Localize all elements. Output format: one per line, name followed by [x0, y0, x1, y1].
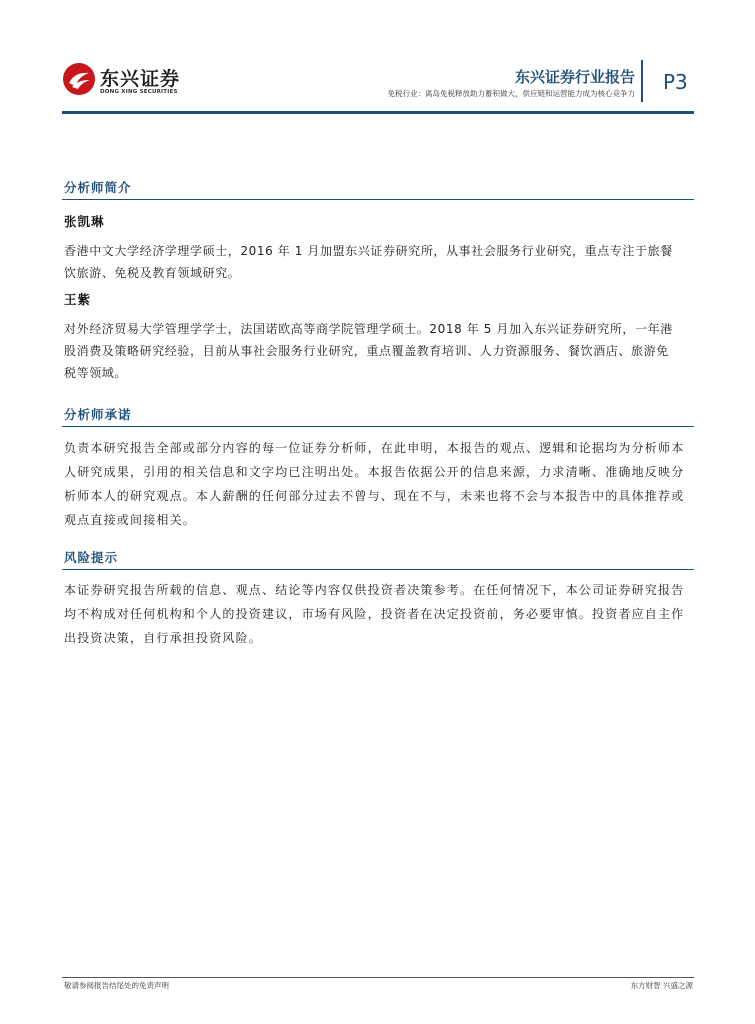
logo-chinese-name: 东兴证券	[100, 68, 181, 90]
analyst-bio: 香港中文大学经济学理学硕士，2016 年 1 月加盟东兴证券研究所，从事社会服务行业研究，重点专注于旅餐饮旅游、免税及教育领域研究。	[64, 244, 673, 280]
header-divider	[641, 60, 643, 102]
analyst-name: 王紫	[64, 292, 92, 307]
section-rule	[62, 199, 694, 200]
company-logo	[62, 62, 192, 104]
section-rule	[62, 426, 694, 427]
section-title-commitment: 分析师承诺	[64, 407, 132, 422]
report-subtitle: 免税行业：离岛免税释放助力蓄积做大，供应链和运营能力成为核心竞争力	[387, 89, 635, 98]
analyst-name: 张凯琳	[64, 214, 105, 229]
risk-text: 本证券研究报告所载的信息、观点、结论等内容仅供投资者决策参考。在任何情况下，本公司证券研究报告均不构成对任何机构和个人的投资建议，市场有风险，投资者在决定投资前，务必要审慎。投资者应自主作出投资决策，自行承担投资风险。	[64, 583, 685, 645]
analyst-bio: 对外经济贸易大学管理学学士，法国诺欧高等商学院管理学硕士。2018 年 5 月加入东兴证券研究所，一年港股消费及策略研究经验，目前从事社会服务行业研究，重点覆盖教育培训、人力资源服务、餐饮酒店、旅游免税等领域。	[64, 322, 673, 380]
header-rule	[62, 111, 694, 114]
report-title: 东兴证券行业报告	[514, 68, 635, 86]
section-title-analyst-intro: 分析师简介	[64, 180, 132, 195]
commitment-text: 负责本研究报告全部或部分内容的每一位证券分析师，在此申明，本报告的观点、逻辑和论据均为分析师本人研究成果，引用的相关信息和文字均已注明出处。本报告依据公开的信息来源，力求清晰、准确地反映分析师本人的研究观点。本人薪酬的任何部分过去不曾与、现在不与，未来也将不会与本报告中的具体推荐或观点直接或间接相关。	[64, 441, 685, 527]
page-header	[0, 0, 755, 118]
footer-rule	[62, 977, 694, 978]
section-title-risk: 风险提示	[64, 550, 119, 565]
section-rule	[62, 569, 694, 570]
page-number: P3	[663, 70, 688, 94]
footer-disclaimer-note: 敬请参阅报告结尾处的免责声明	[64, 981, 169, 990]
footer-slogan: 东方财智 兴盛之源	[630, 981, 693, 990]
logo-english-name: DONG XING SECURITIES	[100, 89, 178, 95]
dongxing-logo-icon	[62, 62, 96, 96]
